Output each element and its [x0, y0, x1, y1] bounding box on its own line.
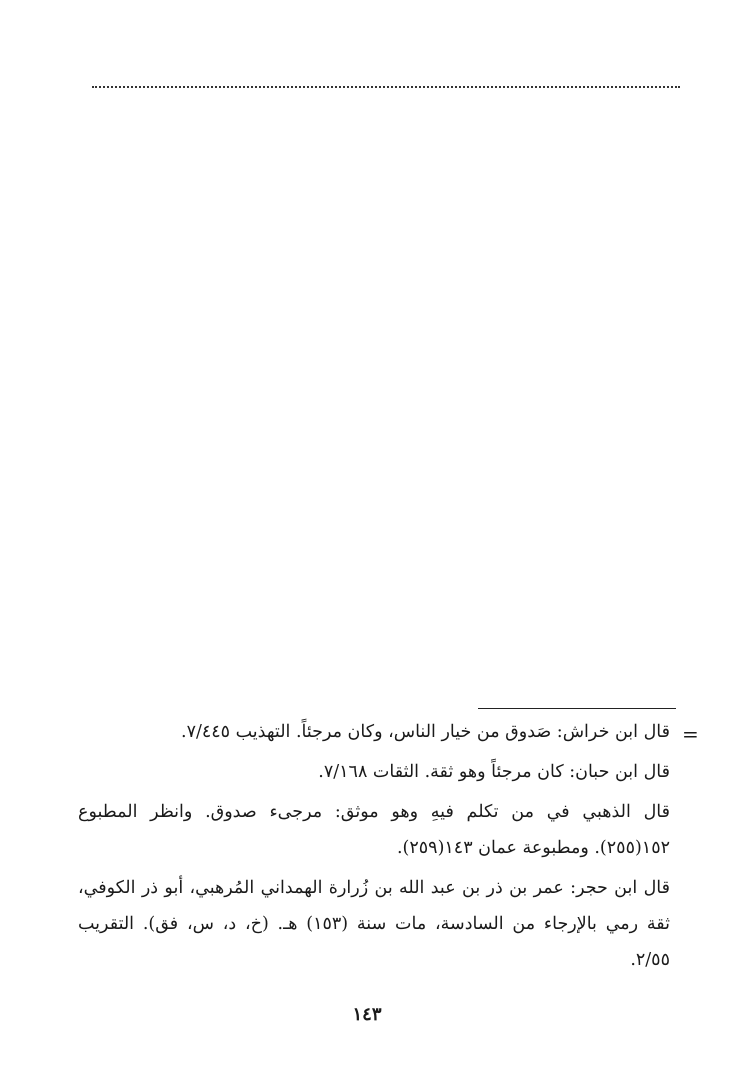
- footnotes-section: [78, 714, 670, 982]
- footnote-continuation-mark: =: [682, 722, 699, 746]
- footnote-ibn-hajar: قال ابن حجر: عمر بن ذر بن عبد الله بن زُرارة الهمداني المُرهبي، أبو ذر الكوفي، ثقة رمي بالإرجاء من السادسة، مات سنة (١٥٣) هـ. (خ، د، س، فق). التقريب ٢/٥٥.: [78, 878, 671, 970]
- footnote-ibn-hibban: قال ابن حبان: كان مرجئاً وهو ثقة. الثقات ٧/١٦٨.: [318, 762, 670, 782]
- page-number: ١٤٣: [352, 1004, 382, 1025]
- footnote-separator: [478, 708, 676, 709]
- dotted-separator: [92, 86, 680, 88]
- footnote-ibn-khirash: قال ابن خراش: صَدوق من خيار الناس، وكان مرجئاً. التهذيب ٧/٤٤٥.: [180, 722, 670, 742]
- footnote-dhahabi: قال الذهبي في من تكلم فيهِ وهو موثق: مرجىء صدوق. وانظر المطبوع ١٥٢(٢٥٥). ومطبوعة عمان ١٤٣(٢٥٩).: [78, 802, 670, 858]
